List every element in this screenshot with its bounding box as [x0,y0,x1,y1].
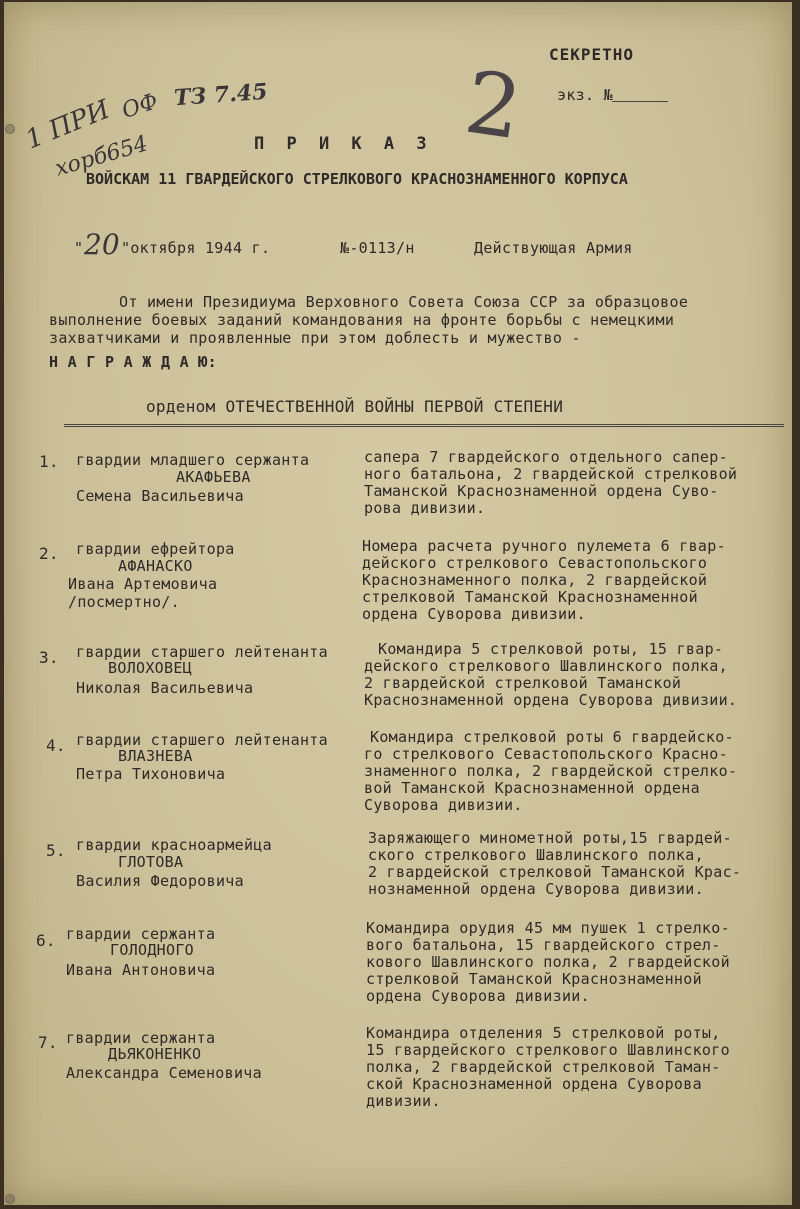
awardee-surname: ГЛОТОВА [118,853,184,871]
preamble-line-2: выполнение боевых заданий командования на фронте борьбы с немецкими [49,311,675,329]
binding-hole [5,1194,15,1204]
awardee-first-name: Семена Васильевича [76,487,244,505]
awardee-position-line: Краснознаменной ордена Суворова дивизии. [364,691,738,709]
awardee-number: 2. [39,544,59,563]
document-subtitle: ВОЙСКАМ 11 ГВАРДЕЙСКОГО СТРЕЛКОВОГО КРАСНОЗНАМЕННОГО КОРПУСА [86,170,628,188]
document-title: П Р И К А З [254,134,433,154]
awardee-first-name: Василия Федоровича [76,872,244,890]
awardee-surname: ГОЛОДНОГО [110,941,194,959]
handwritten-stamp-line3: ТЗ 7.45 [173,78,269,112]
awardee-number: 6. [36,931,56,950]
awardee-rank: гвардии старшего лейтенанта [76,643,328,661]
awardee-position-line: дейского стрелкового Шавлинского полка, [364,657,728,675]
awardee-position-line: вой Таманской Краснознаменной ордена [364,779,700,797]
awardee-position-line: Командира 5 стрелковой роты, 15 гвар- [378,640,724,658]
awardee-position-line: дивизии. [366,1092,441,1110]
awardee-first-name: Петра Тихоновича [76,765,226,783]
awardee-position-line: ского стрелкового Шавлинского полка, [368,846,704,864]
secret-label: СЕКРЕТНО [549,45,635,64]
date-day-handwritten: 20 [84,228,120,261]
awardee-rank: гвардии красноармейца [76,836,272,854]
copy-number-line [612,101,668,102]
awardee-rank: гвардии ефрейтора [76,540,235,558]
awardee-position-line: полка, 2 гвардейской стрелковой Таман- [366,1058,721,1076]
awardee-position-line: ской Краснознаменной ордена Суворова [366,1075,702,1093]
awardee-position-line: го стрелкового Севастопольского Красно- [364,745,728,763]
awardee-position-line: 2 гвардейской стрелковой Таманской [364,674,682,692]
awardee-first-name: Александра Семеновича [66,1064,262,1082]
awardee-first-name: Николая Васильевича [76,679,254,697]
awardee-position-line: 15 гвардейского стрелкового Шавлинского [366,1041,730,1059]
awardee-surname: АКАФЬЕВА [176,468,251,486]
order-number: №-0113/н [340,239,415,257]
awardee-note: /посмертно/. [68,593,180,611]
order-name: орденом ОТЕЧЕСТВЕННОЙ ВОЙНЫ ПЕРВОЙ СТЕПЕНИ [146,397,564,416]
awardee-surname: ВЛАЗНЕВА [118,747,193,765]
awardee-position-line: рова дивизии. [364,499,486,517]
handwritten-stamp-line4: хорб654 [52,131,151,182]
awardee-number: 5. [46,841,66,860]
awardee-rank: гвардии сержанта [66,925,216,943]
awardee-position-line: сапера 7 гвардейского отдельного сапер- [364,448,728,466]
awardee-first-name: Ивана Артемовича [68,575,218,593]
preamble-line-1: От имени Президиума Верховного Совета Союза ССР за образцовое [119,293,689,311]
preamble-line-4: Н А Г Р А Ж Д А Ю: [49,353,217,371]
handwritten-page-mark: 2 [459,52,528,160]
awardee-rank: гвардии младшего сержанта [76,451,310,469]
awardee-rank: гвардии сержанта [66,1029,216,1047]
awardee-position-line: Командира стрелковой роты 6 гвардейско- [370,728,734,746]
awardee-position-line: 2 гвардейской стрелковой Таманской Крас- [368,863,742,881]
awardee-position-line: Таманской Краснознаменной ордена Суво- [364,482,719,500]
handwritten-stamp-line2: ОФ [119,89,162,124]
awardee-surname: ДЬЯКОНЕНКО [108,1045,202,1063]
awardee-position-line: дейского стрелкового Севастопольского [362,554,708,572]
preamble-line-3: захватчиками и проявленные при этом доблесть и мужество - [49,329,581,347]
awardee-position-line: знаменного полка, 2 гвардейской стрелко- [364,762,738,780]
date-month-year: "октября 1944 г. [121,239,271,257]
awardee-surname: АФАНАСКО [118,557,193,575]
awardee-position-line: Командира орудия 45 мм пушек 1 стрелко- [366,919,730,937]
awardee-position-line: Номера расчета ручного пулемета 6 гвар- [362,537,726,555]
awardee-position-line: нознаменной ордена Суворова дивизии. [368,880,704,898]
awardee-first-name: Ивана Антоновича [66,961,216,979]
awardee-number: 3. [39,648,59,667]
awardee-rank: гвардии старшего лейтенанта [76,731,328,749]
awardee-surname: ВОЛОХОВЕЦ [108,659,192,677]
copy-number-label: экз. № [557,86,613,104]
handwritten-stamp-line1: 1 ПРИ [21,94,115,156]
awardee-position-line: Суворова дивизии. [364,796,523,814]
awardee-position-line: Заряжающего минометной роты,15 гвардей- [368,829,732,847]
awardee-position-line: ордена Суворова дивизии. [366,987,590,1005]
awardee-number: 4. [46,736,66,755]
awardee-number: 1. [39,452,59,471]
document-page [4,2,792,1205]
date-quote: " [74,239,84,257]
order-name-underline [64,424,784,427]
order-place: Действующая Армия [474,239,633,257]
awardee-position-line: кового Шавлинского полка, 2 гвардейской [366,953,730,971]
awardee-position-line: Командира отделения 5 стрелковой роты, [366,1024,721,1042]
awardee-position-line: ного батальона, 2 гвардейской стрелковой [364,465,738,483]
binding-hole [5,124,15,134]
awardee-position-line: вого батальона, 15 гвардейского стрел- [366,936,721,954]
awardee-position-line: ордена Суворова дивизии. [362,605,586,623]
awardee-position-line: Краснознаменного полка, 2 гвардейской [362,571,708,589]
awardee-position-line: стрелковой Таманской Краснознаменной [362,588,698,606]
awardee-number: 7. [38,1033,58,1052]
awardee-position-line: стрелковой Таманской Краснознаменной [366,970,702,988]
